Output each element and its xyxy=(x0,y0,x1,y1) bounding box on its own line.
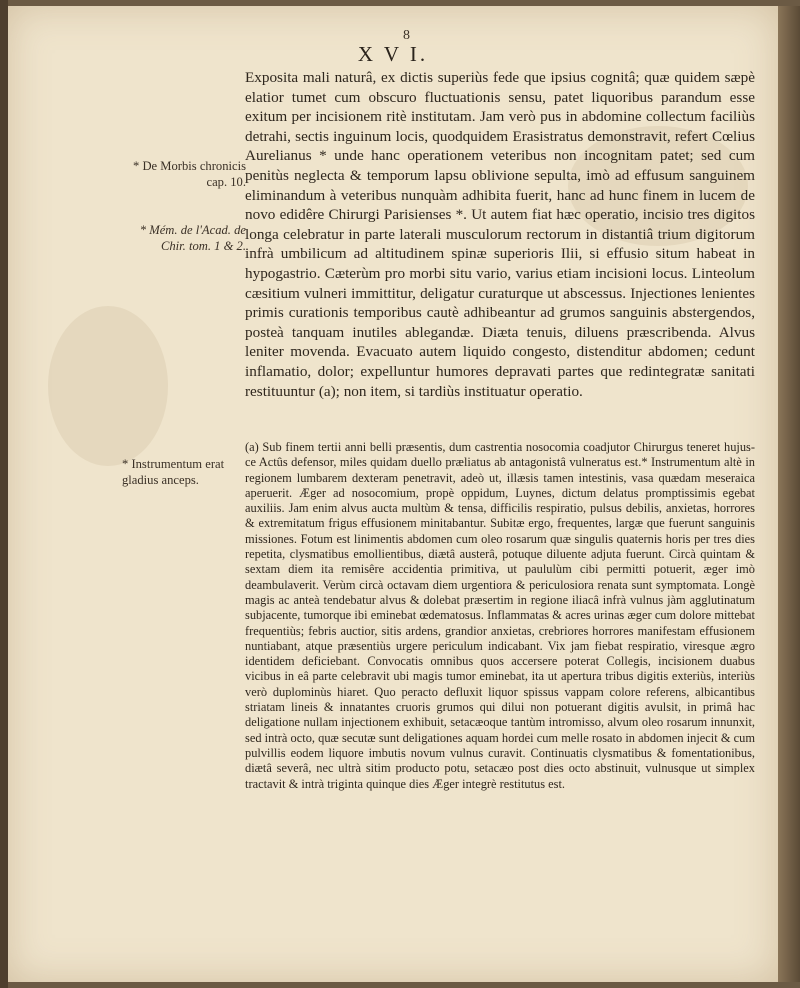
main-paragraph: Exposita mali naturâ, ex dictis superiùs fede que ipsius cognitâ; quæ quidem sæpè elatior tumet cum obscuro fluctuationis sensu, patet liquoribus parandum esse exitum per incisionem ritè institutam. Jam verò pus in abdomine collectum faciliùs detrahi, sectis inguinum locis, quodquidem Erasistratus demonstravit, refert Cœlius Aurelianus * unde hanc operationem veteribus non incognitam patet; sed cum penitùs neglecta & temporum lapsu oblivione sepulta, imò ad effusum sanguinem eliminandum à veteribus nunquàm adhibita fuerit, hanc ad hunc finem in lucem de novo edidêre Chirurgi Parisienses *. Ut autem fiat hæc operatio, incisio tres digitos longa celebratur in parte laterali musculorum rectorum in distantiâ trium digitorum infrà umbilicum ad altitudinem spinæ superioris Ilii, si effusio situm habeat in hypogastrio. Cæterùm pro morbi situ vario, varius etiam incisioni locus. Linteolum cæsitium vulneri immittitur, deligatur curaturque ut abscessus. Injectiones lenientes primis curationis temporibus cautè adhibeantur ad grumos sanguinis abstergendos, posteà tanquam inutiles ablegandæ. Diæta tenuis, diluens præscribenda. Alvus leniter movenda. Evacuato autem liquido congesto, distenditur abdomen; cedunt inflamatio, dolor; expelluntur humores depravati partes que redintegratæ sanitati restituuntur (a); non item, si tardiùs instituatur operatio. xyxy=(245,69,755,400)
book-edge xyxy=(778,6,800,982)
margin-note-2: * Mém. de l'Acad. de Chir. tom. 1 & 2. xyxy=(139,223,246,253)
main-text-block xyxy=(245,68,755,401)
footnote-paragraph: (a) Sub finem tertii anni belli præsentis, dum castrentia nosocomia coadjutor Chirurgus teneret hujus-ce Actûs defensor, miles quidam duello præliatus ab antagonistâ vulneratus est.* Instrumentum altè in regionem lumbarem dexteram penetravit, adeò ut, illæsis tamen intestinis, vasa quædam meseraica aperuerit. Æger ad nosocomium, propè oppidum, Luynes, dictum delatus promptissimis egebat auxiliis. Jam enim alvus aucta multùm & tensa, difficilis respiratio, pulsus debilis, anxietas, horrores & extremitatum frigus effusionem minitabantur. Subitæ ergo, frequentes, largæ que fuerunt sanguinis missiones. Fotum est linimentis abdomen cum oleo rosarum quæ singulis quaternis horis per tres dies repetita, clysmatibus emollientibus, diætâ austerâ, potuque diluente adjuta fuerunt. Circà quintam & sextam diem ita remisêre accidentia primitiva, ut paululùm cibi permitti potuerit, æger imò deambulaverit. Verùm circà octavam diem urgentiora & periculosiora renata sunt symptomata. Longè magis ac anteà tendebatur alvus & dolebat præsertim in regione iliacâ infrà vulnus jàm agglutinatum subjacente, tumorque ibi eminebat œdematosus. Inflammatas & acres urinas æger cum dolore mittebat frequentiùs; febris auctior, sitis ardens, grandior anxietas, crebriores horrores manifestam effusionem nuntiabant, atque præsentiùs urgere periculum indicabant. Vix jam fiebat respiratio, viresque ægro identidem deficiebant. Convocatis omnibus quos accersere poterat Collegis, incisionem duabus vicibus in eâ parte celebravit ubi magis tumor eminebat, ita ut apertura tribus digitis exteriùs, interiùs verò duplominùs hiaret. Quo peracto defluxit liquor spissus vappam colore referens, albicantibus striatam lineis & innatantes cruoris grumos qui dilui non potuerant digitis avulsit, in primâ hac deligatione nullam injectionem exhibuit, setacæoque tantùm intromisso, alvum oleo rosarum innunxit, sed intrà octo, quæ secutæ sunt deligationes aquam hordei cum melle rosato in abdomen injecit & cum pulvillis eodem liquore imbutis novum vulnus curavit. Continuatis clysmatibus & fomentationibus, diætâ severâ, nec ultrà sitim producto potu, setacæo post dies octo abstinuit, vulnusque ut simplex tractavit & intrà triginta quinque dies Æger integrè restitutus est. xyxy=(245,440,755,791)
margin-note-1: * De Morbis chronicis cap. 10. xyxy=(133,159,246,189)
page-signature: 8 xyxy=(403,28,410,43)
book-gutter xyxy=(0,0,8,988)
margin-note-3: * Instrumentum erat gladius anceps. xyxy=(122,457,225,487)
footnote-block xyxy=(245,440,755,792)
section-title: X V I. xyxy=(357,42,429,66)
paper-stain xyxy=(48,306,168,466)
